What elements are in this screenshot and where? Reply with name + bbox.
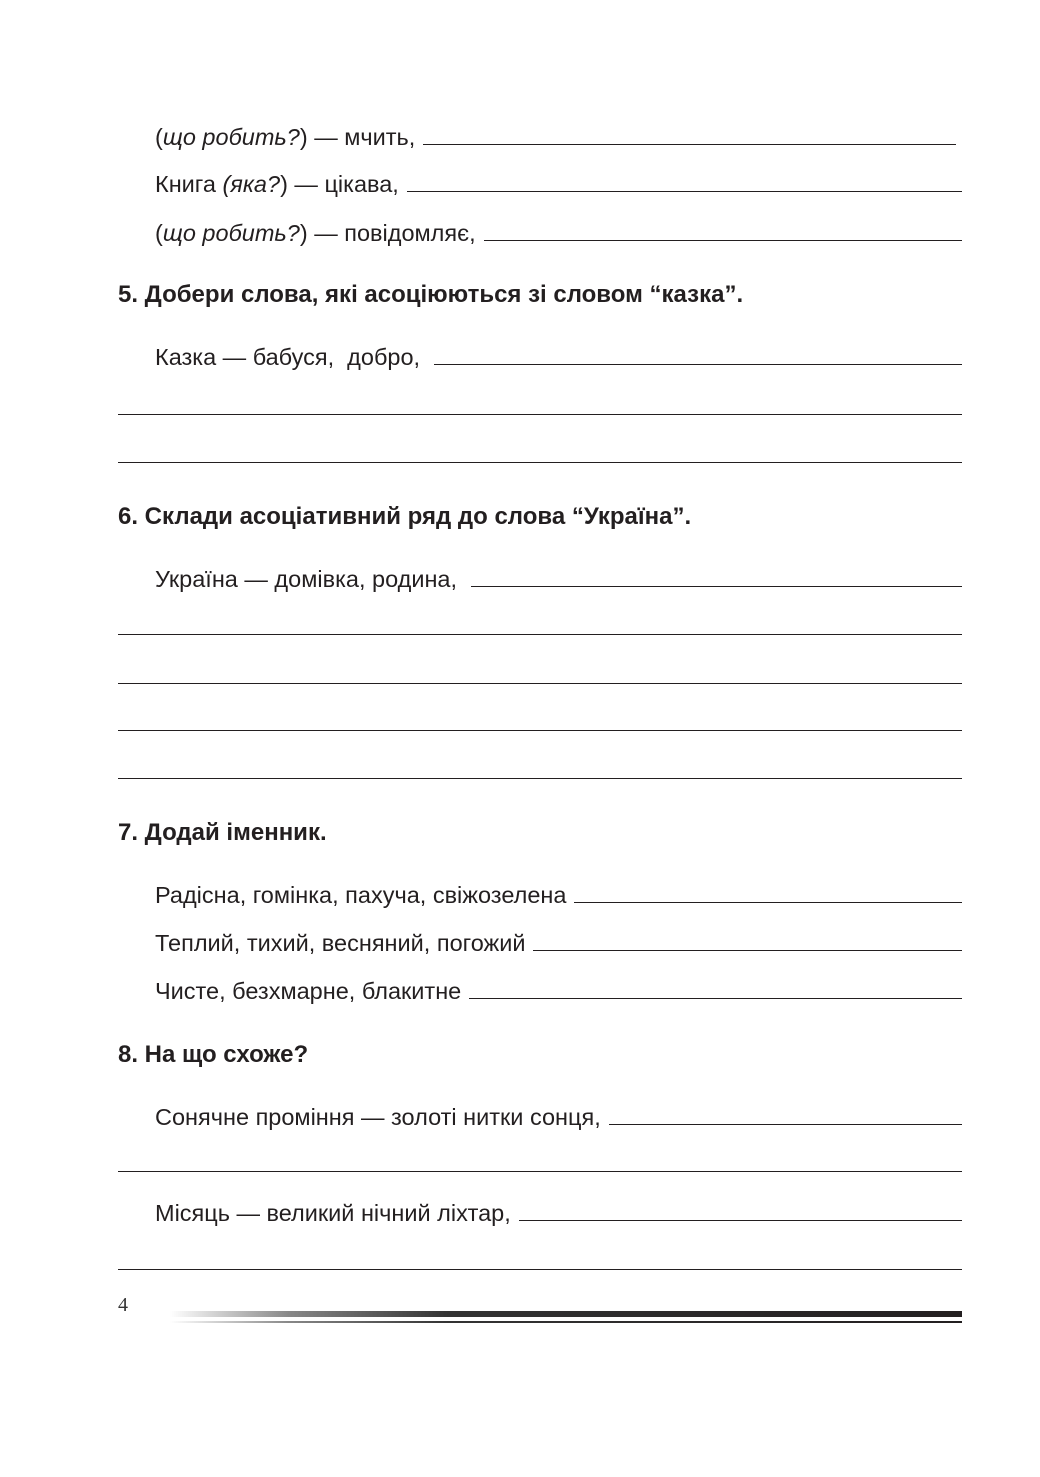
answer-blank[interactable] bbox=[118, 758, 962, 779]
answer-blank[interactable] bbox=[469, 978, 962, 999]
answer-blank[interactable] bbox=[118, 394, 962, 415]
task8-row: Сонячне проміння — золоті нитки сонця, bbox=[155, 1102, 962, 1132]
answer-blank[interactable] bbox=[519, 1200, 962, 1221]
answer-blank[interactable] bbox=[434, 344, 962, 365]
task5-row: Казка — бабуся, добро, bbox=[155, 342, 962, 372]
task8-row: Місяць — великий нічний ліхтар, bbox=[155, 1198, 962, 1228]
task7-row: Теплий, тихий, весняний, погожий bbox=[155, 928, 962, 958]
question: яка? bbox=[230, 171, 281, 197]
footer-rule-thin bbox=[170, 1321, 962, 1323]
answer-blank[interactable] bbox=[118, 442, 962, 463]
task8-heading: 8. На що схоже? bbox=[118, 1041, 309, 1068]
task6-line bbox=[118, 710, 962, 731]
task8-line bbox=[118, 1151, 962, 1172]
task6-heading: 6. Склади асоціативний ряд до слова “Україна”. bbox=[118, 503, 692, 530]
footer-rule bbox=[170, 1311, 962, 1317]
answer-blank[interactable] bbox=[574, 882, 962, 903]
task7-heading: 7. Додай іменник. bbox=[118, 819, 327, 846]
answer-blank[interactable] bbox=[484, 220, 962, 241]
answer-blank[interactable] bbox=[609, 1104, 962, 1125]
question: що робить? bbox=[162, 124, 300, 150]
answer-blank[interactable] bbox=[407, 171, 962, 192]
answer-blank[interactable] bbox=[118, 1249, 962, 1270]
question: що робить? bbox=[162, 220, 300, 246]
task5-line bbox=[118, 394, 962, 415]
task4-row-3: ( що робить? ) — повідомляє, bbox=[155, 218, 962, 248]
answer-blank[interactable] bbox=[118, 710, 962, 731]
task4-row-2: Книга ( яка? ) — цікава, bbox=[155, 169, 962, 199]
answer-blank[interactable] bbox=[118, 1151, 962, 1172]
answer-blank[interactable] bbox=[533, 930, 962, 951]
task8-line bbox=[118, 1249, 962, 1270]
task6-row: Україна — домівка, родина, bbox=[155, 564, 962, 594]
answer-blank[interactable] bbox=[423, 124, 956, 145]
task6-line bbox=[118, 758, 962, 779]
page-number: 4 bbox=[118, 1294, 128, 1316]
task6-line bbox=[118, 614, 962, 635]
task4-row-1: ( що робить? ) — мчить, bbox=[155, 122, 962, 152]
answer-blank[interactable] bbox=[118, 663, 962, 684]
answer-blank[interactable] bbox=[118, 614, 962, 635]
task5-line bbox=[118, 442, 962, 463]
task7-row: Чисте, безхмарне, блакитне bbox=[155, 976, 962, 1006]
task5-heading: 5. Добери слова, які асоціюються зі словом “казка”. bbox=[118, 281, 744, 308]
task6-line bbox=[118, 663, 962, 684]
answer-blank[interactable] bbox=[471, 566, 962, 587]
task7-row: Радісна, гомінка, пахуча, свіжозелена bbox=[155, 880, 962, 910]
